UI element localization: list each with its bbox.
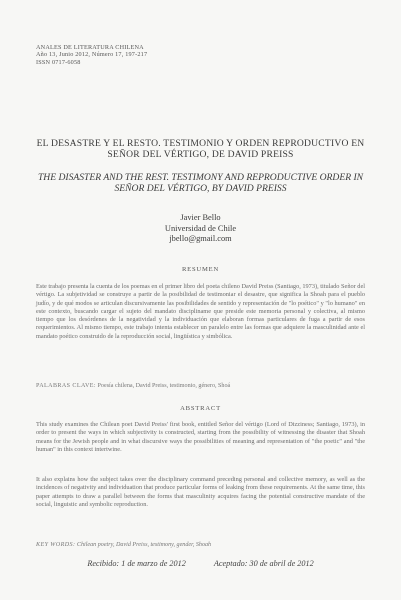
journal-issue: Año 13, Junio 2012, Número 17, 197-217	[36, 51, 148, 59]
spanish-title: EL DESASTRE Y EL RESTO. TESTIMONIO Y ORDEN REPRODUCTIVO EN SEÑOR DEL VÉRTIGO, DE DAVID PREISS	[36, 138, 365, 160]
received-date: Recibido: 1 de marzo de 2012	[87, 559, 186, 568]
title-block	[24, 138, 377, 194]
keywords-es-text: Poesía chilena, David Preiss, testimonio, género, Shoá	[97, 383, 231, 389]
resumen-text: Este trabajo presenta la cuenta de los poemas en el primer libro del poeta chileno David Preiss (Santiago, 1973), titulado Señor del vértigo. La subjetividad se construye a partir de la posibilidad de testimoniar el desastre, que significa la Shoah para el pueblo judío, y de qué modos se articulan discursivamente las posibilidades de sentido y representación de "lo poético" y "lo humano" en este contexto, buscando cargar el sujeto del mandato discipliname que preside este memoria personal y colectiva, al mismo tiempo que los desórdenes de la negatividad y la individuación que elaboran formas particulares de fuga a partir de esos requerimientos. Al mismo tiempo, este trabajo intenta establecer un paralelo entre las formas que adquiere la masculinidad ante el mandato poético construido de la reproducción social, lingüística y simbólica.	[36, 283, 365, 340]
english-title: THE DISASTER AND THE REST. TESTIMONY AND REPRODUCTIVE ORDER IN SEÑOR DEL VÉRTIGO, BY DAVID PREISS	[37, 172, 364, 194]
journal-issn: ISSN 0717-6058	[36, 58, 81, 66]
author-block	[0, 213, 401, 245]
keywords-es-label: PALABRAS CLAVE:	[36, 383, 97, 389]
author-affiliation: Universidad de Chile	[164, 223, 237, 233]
author-name: Javier Bello	[180, 213, 221, 222]
abstract-text-1: This study examines the Chilean poet David Preiss' first book, entitled Señor del vértigo (Lord of Dizziness; Santiago, 1973), in order to present the ways in which subjectivity is constructed, starting from the possibility of witnessing the disaster that Shoah means for the Jewish people and in what discursive ways the possibilities of meaning and representation of "the poetic" and "the human" in this context intertwine.	[36, 421, 365, 453]
author-email: jbello@gmail.com	[169, 234, 232, 244]
keywords-en-text: Chilean poetry, David Preiss, testimony, gender, Shoah	[76, 542, 212, 548]
journal-name: ANALES DE LITERATURA CHILENA	[36, 44, 144, 51]
journal-header	[36, 44, 147, 66]
abstract-heading: ABSTRACT	[180, 405, 221, 412]
accepted-date: Aceptado: 30 de abril de 2012	[213, 559, 314, 568]
abstract-text-2: It also explains how the subject takes over the disciplinary command preceding personal and collective memory, as well as the incidences of negativity and individuation that produce particular forms of leaking from these requirements. At the same time, this paper attempts to draw a parallel between the forms that masculinity acquires facing the potential constructive mandate of the social, linguistic and symbolic reproduction.	[36, 476, 365, 508]
keywords-es	[36, 382, 365, 390]
keywords-en	[36, 541, 365, 549]
resumen-heading: RESUMEN	[181, 266, 220, 273]
keywords-en-label: KEY WORDS:	[36, 542, 76, 548]
dates-line	[0, 559, 401, 568]
